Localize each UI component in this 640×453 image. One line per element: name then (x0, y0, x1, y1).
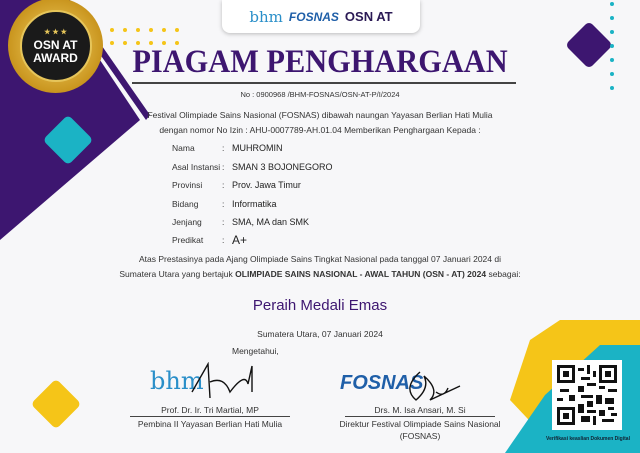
field-predikat: Predikat : A+ (172, 233, 248, 247)
field-nama: Nama : MUHROMIN (172, 143, 283, 153)
field-value: MUHROMIN (232, 143, 283, 153)
badge-line1: OSN AT (33, 38, 78, 52)
field-jenjang: Jenjang : SMA, MA dan SMK (172, 217, 310, 227)
field-value: Informatika (232, 199, 277, 209)
bhm-logo: bhm (150, 367, 204, 395)
signer-2-role-2: (FOSNAS) (399, 431, 441, 441)
title-underline (132, 82, 516, 84)
field-label: Provinsi (172, 180, 203, 190)
intro-line-2: dengan nomor No Izin : AHU-0007789-AH.01.04 Memberikan Penghargaan Kepada : (159, 125, 481, 135)
signature-2 (400, 368, 480, 408)
osn-at-logo: OSN AT (344, 9, 393, 24)
field-label: Predikat (172, 235, 204, 245)
signer-2-name: Drs. M. Isa Ansari, M. Si (345, 405, 495, 417)
field-value: A+ (232, 233, 248, 247)
stars-icon: ★ ★ ★ (44, 29, 67, 36)
field-instansi: Asal Instansi : SMAN 3 BOJONEGORO (172, 162, 333, 172)
intro-line-1: Festival Olimpiade Sains Nasional (FOSNAS) dibawah naungan Yayasan Berlian Hati Mulia (147, 110, 493, 120)
award-title: Peraih Medali Emas (252, 297, 388, 314)
event-name: OLIMPIADE SAINS NASIONAL - AWAL TAHUN (OSN - AT) 2024 (235, 269, 487, 279)
signer-1-role: Pembina II Yayasan Berlian Hati Mulia (137, 419, 283, 429)
qr-code[interactable] (552, 360, 622, 430)
fosnas-logo: FOSNAS (288, 9, 339, 24)
field-value: SMAN 3 BOJONEGORO (232, 162, 333, 172)
bhm-logo: bhm (249, 7, 283, 26)
achievement-line-2: Sumatera Utara yang bertajuk OLIMPIADE SAINS NASIONAL - AWAL TAHUN (OSN - AT) 2024 sebagai: (119, 269, 521, 279)
signer-2 (340, 372, 423, 394)
signer-1 (150, 368, 280, 394)
field-bidang: Bidang : Informatika (172, 199, 277, 209)
field-label: Nama (172, 143, 195, 153)
field-value: Prov. Jawa Timur (232, 180, 301, 190)
header-logos (222, 0, 420, 33)
signer-2-role: Direktur Festival Olimpiade Sains Nasional (339, 419, 501, 429)
qr-caption: Verifikasi keaslian Dokumen Digital (546, 436, 630, 442)
badge-line2: AWARD (33, 51, 78, 65)
acknowledged-label: Mengetahui, (232, 346, 279, 356)
fosnas-logo: FOSNAS (340, 372, 424, 394)
field-value: SMA, MA dan SMK (232, 217, 310, 227)
certificate-title: PIAGAM PENGHARGAAN (132, 44, 508, 80)
certificate-number: No : 0900968 /BHM-FOSNAS/OSN-AT-P/I/2024 (240, 90, 400, 99)
achievement-line-1: Atas Prestasinya pada Ajang Olimpiade Sains Tingkat Nasional pada tanggal 07 Januari 2024 di (139, 254, 501, 264)
field-label: Jenjang (172, 217, 202, 227)
field-label: Bidang (172, 199, 199, 209)
signature-1 (190, 362, 270, 402)
field-provinsi: Provinsi : Prov. Jawa Timur (172, 180, 301, 190)
yellow-dots (110, 28, 179, 45)
teal-dots (610, 2, 614, 90)
field-label: Asal Instansi (172, 162, 221, 172)
place-date: Sumatera Utara, 07 Januari 2024 (257, 329, 383, 339)
signer-1-name: Prof. Dr. Ir. Tri Martial, MP (130, 405, 290, 417)
